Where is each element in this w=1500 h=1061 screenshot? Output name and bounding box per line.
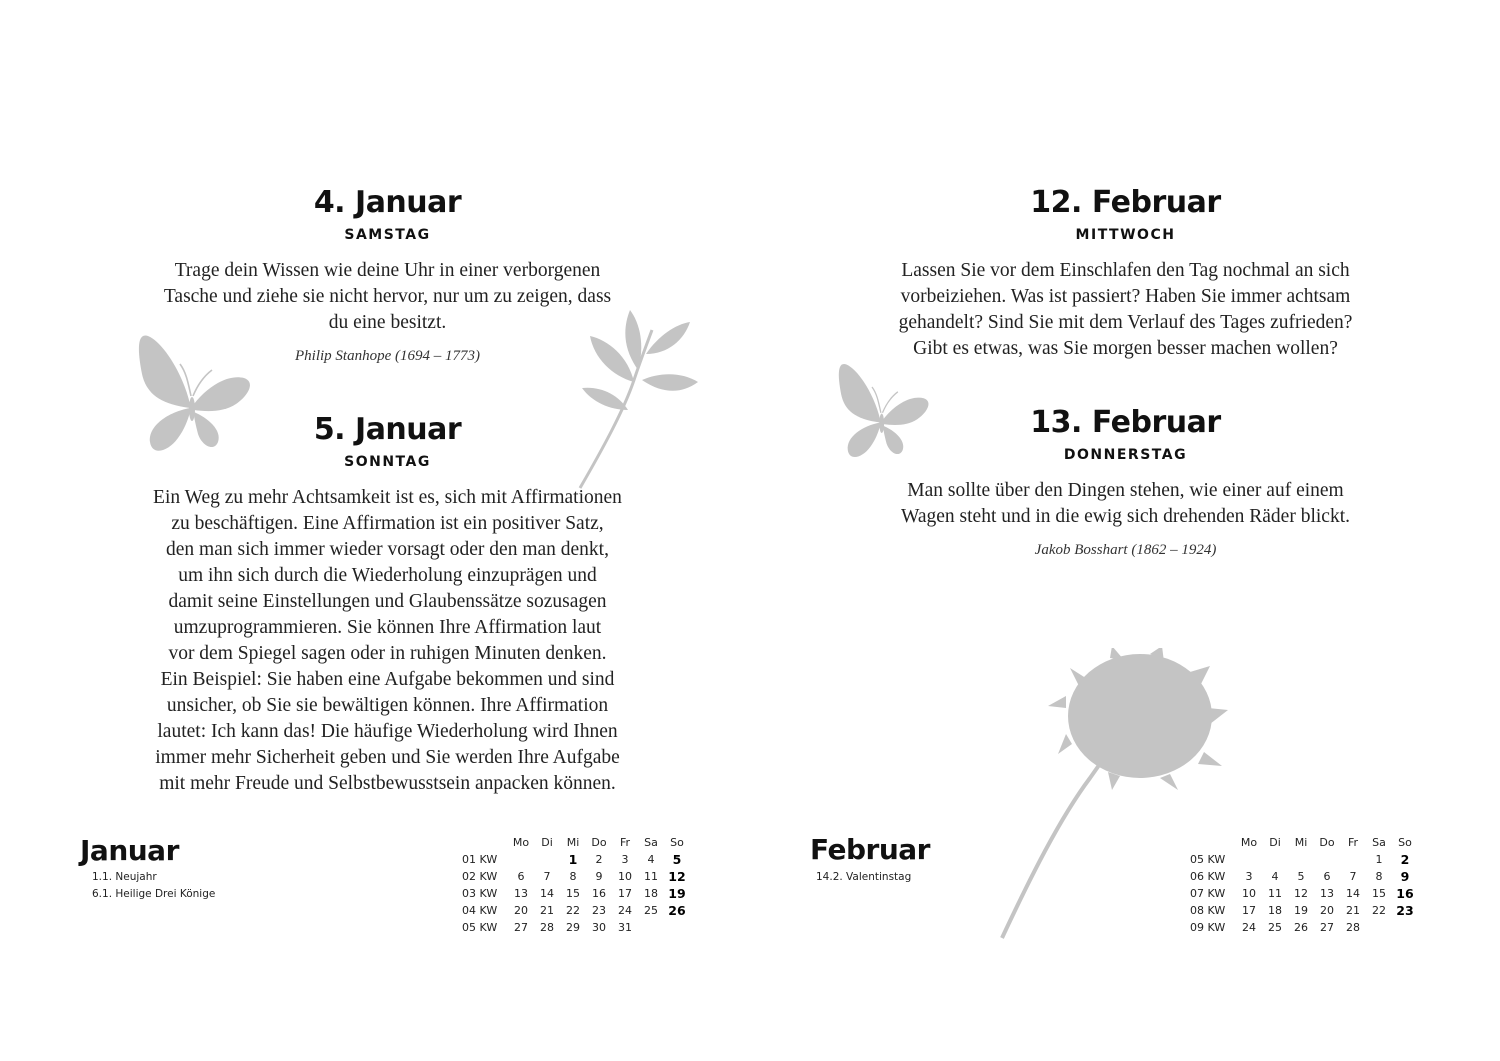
calendar-day: 15 [566,887,580,900]
calendar-day: 8 [569,870,577,883]
text-line: mit mehr Freude und Selbstbewusstsein anpacken können. [159,773,616,794]
text-line: Trage dein Wissen wie deine Uhr in einer verborgenen [174,260,601,281]
mini-calendar-januar [462,834,690,936]
calendar-day: 3 [1245,870,1253,883]
calendar-week-number: 08 KW [1190,904,1226,917]
text-line: den man sich immer wieder vorsagt oder den man denkt, [166,539,609,560]
entry-text [90,485,685,797]
text-line: damit seine Einstellungen und Glaubenssätze sozusagen [168,591,607,612]
calendar-day: 25 [644,904,658,917]
calendar-day: 23 [1396,903,1414,918]
calendar-day: 12 [668,869,686,884]
calendar-day: 16 [592,887,606,900]
calendar-day: 20 [1320,904,1334,917]
calendar-week-number: 05 KW [1190,853,1226,866]
entry-weekday: DONNERSTAG [1063,447,1188,463]
calendar-week-row [1190,902,1418,919]
calendar-day: 4 [1271,870,1279,883]
entry-author: Jakob Bosshart (1862 – 1924) [1034,542,1217,558]
calendar-day: 4 [647,853,655,866]
calendar-day: 21 [540,904,554,917]
calendar-day: 12 [1294,887,1308,900]
calendar-weekday-label: Mi [1294,836,1308,849]
entry-author: Philip Stanhope (1694 – 1773) [295,348,480,364]
calendar-week-row [1190,885,1418,902]
calendar-day: 2 [595,853,603,866]
calendar-day: 2 [1400,852,1410,867]
calendar-day: 25 [1268,921,1282,934]
calendar-day: 28 [540,921,554,934]
calendar-day: 29 [566,921,580,934]
entry-date: 13. Februar [1030,405,1221,440]
calendar-day: 5 [1297,870,1305,883]
calendar-weekday-label: Mo [1240,836,1258,849]
text-line: Man sollte über den Dingen stehen, wie einer auf einem [907,480,1344,501]
calendar-week-row [462,868,690,885]
calendar-day: 20 [514,904,528,917]
calendar-day: 22 [1372,904,1386,917]
text-line: gehandelt? Sind Sie mit dem Verlauf des Tages zufrieden? [898,312,1353,333]
calendar-weekday-label: Mo [512,836,530,849]
calendar-weekday-label: Do [591,836,607,849]
calendar-week-number: 03 KW [462,887,498,900]
month-title: Februar [810,833,930,866]
calendar-weekday-label: Sa [1372,836,1386,849]
holiday-item: 14.2. Valentinstag [816,871,912,883]
text-line: um ihn sich durch die Wiederholung einzuprägen und [178,565,597,586]
calendar-week-number: 01 KW [462,853,498,866]
text-line: immer mehr Sicherheit geben und Sie werden Ihre Aufgabe [155,747,620,768]
calendar-weekday-label: So [670,836,684,849]
calendar-header [1190,834,1418,851]
calendar-day: 10 [1242,887,1256,900]
entry-text [90,258,685,336]
calendar-day: 9 [1400,869,1410,884]
calendar-day: 5 [672,852,682,867]
calendar-day: 27 [514,921,528,934]
calendar-weekday-label: Do [1319,836,1335,849]
text-line: Ein Beispiel: Sie haben eine Aufgabe bekommen und sind [160,669,615,690]
calendar-day: 18 [1268,904,1282,917]
right-page [750,0,1500,1061]
text-line: Tasche und ziehe sie nicht hervor, nur um zu zeigen, dass [163,286,612,307]
calendar-week-number: 07 KW [1190,887,1226,900]
calendar-day: 7 [543,870,551,883]
holiday-item: 1.1. Neujahr [92,871,157,883]
calendar-day: 1 [568,852,578,867]
calendar-day: 11 [644,870,658,883]
calendar-week-row [1190,868,1418,885]
calendar-week-number: 05 KW [462,921,498,934]
holiday-list [92,869,215,903]
calendar-day: 16 [1396,886,1414,901]
calendar-weekday-label: Fr [1347,836,1359,849]
calendar-week-number: 04 KW [462,904,498,917]
calendar-day: 1 [1375,853,1383,866]
calendar-week-row [1190,851,1418,868]
calendar-day: 22 [566,904,580,917]
calendar-day: 17 [1242,904,1256,917]
calendar-day: 24 [618,904,632,917]
calendar-day: 15 [1372,887,1386,900]
calendar-day: 13 [1320,887,1334,900]
calendar-week-number: 06 KW [1190,870,1226,883]
calendar-day: 7 [1349,870,1357,883]
calendar-day: 14 [540,887,554,900]
calendar-week-row [462,851,690,868]
text-line: umzuprogrammieren. Sie können Ihre Affirmation laut [173,617,602,638]
calendar-day: 6 [1323,870,1331,883]
entry-date: 5. Januar [313,412,462,447]
calendar-day: 26 [1294,921,1308,934]
calendar-day: 26 [668,903,686,918]
entry-feb-12 [828,186,1423,362]
calendar-day: 19 [668,886,686,901]
text-line: unsicher, ob Sie sie bewältigen können. Ihre Affirmation [166,695,609,716]
calendar-header [462,834,690,851]
entry-jan-5 [90,413,685,797]
entry-feb-13 [828,406,1423,560]
text-line: vorbeiziehen. Was ist passiert? Haben Sie immer achtsam [900,286,1351,307]
text-line: lautet: Ich kann das! Die häufige Wiederholung wird Ihnen [157,721,618,742]
text-line: zu beschäftigen. Eine Affirmation ist ein positiver Satz, [171,513,604,534]
calendar-day: 24 [1242,921,1256,934]
calendar-day: 6 [517,870,525,883]
entry-weekday: SAMSTAG [344,227,431,243]
calendar-week-number: 02 KW [462,870,498,883]
entry-text [828,478,1423,530]
calendar-weekday-label: So [1398,836,1412,849]
entry-text [828,258,1423,362]
calendar-day: 31 [618,921,632,934]
calendar-day: 10 [618,870,632,883]
entry-jan-4 [90,186,685,366]
calendar-day: 27 [1320,921,1334,934]
text-line: vor dem Spiegel sagen oder in ruhigen Minuten denken. [168,643,607,664]
calendar-weekday-label: Fr [619,836,631,849]
calendar-day: 19 [1294,904,1308,917]
calendar-day: 30 [592,921,606,934]
calendar-week-row [1190,919,1418,936]
calendar-week-number: 09 KW [1190,921,1226,934]
holiday-item: 6.1. Heilige Drei Könige [92,888,216,900]
text-line: Ein Weg zu mehr Achtsamkeit ist es, sich mit Affirmationen [153,487,622,508]
calendar-day: 14 [1346,887,1360,900]
entry-date: 4. Januar [313,185,462,220]
calendar-day: 23 [592,904,606,917]
calendar-day: 3 [621,853,629,866]
calendar-week-row [462,885,690,902]
calendar-day: 17 [618,887,632,900]
calendar-day: 9 [595,870,603,883]
calendar-day: 21 [1346,904,1360,917]
calendar-weekday-label: Di [1269,836,1281,849]
month-title: Januar [80,834,179,867]
calendar-day: 18 [644,887,658,900]
calendar-weekday-label: Mi [566,836,580,849]
holiday-list [816,869,911,886]
text-line: Wagen steht und in die ewig sich drehenden Räder blickt. [901,506,1350,527]
calendar-day: 8 [1375,870,1383,883]
text-line: Gibt es etwas, was Sie morgen besser machen wollen? [913,338,1338,359]
calendar-week-row [462,919,690,936]
calendar-day: 11 [1268,887,1282,900]
calendar-day: 13 [514,887,528,900]
entry-weekday: SONNTAG [344,454,431,470]
calendar-weekday-label: Sa [644,836,658,849]
text-line: Lassen Sie vor dem Einschlafen den Tag nochmal an sich [901,260,1350,281]
entry-weekday: MITTWOCH [1075,227,1176,243]
mini-calendar-februar [1190,834,1418,936]
calendar-day: 28 [1346,921,1360,934]
entry-date: 12. Februar [1030,185,1221,220]
text-line: du eine besitzt. [328,312,447,333]
calendar-weekday-label: Di [541,836,553,849]
calendar-week-row [462,902,690,919]
